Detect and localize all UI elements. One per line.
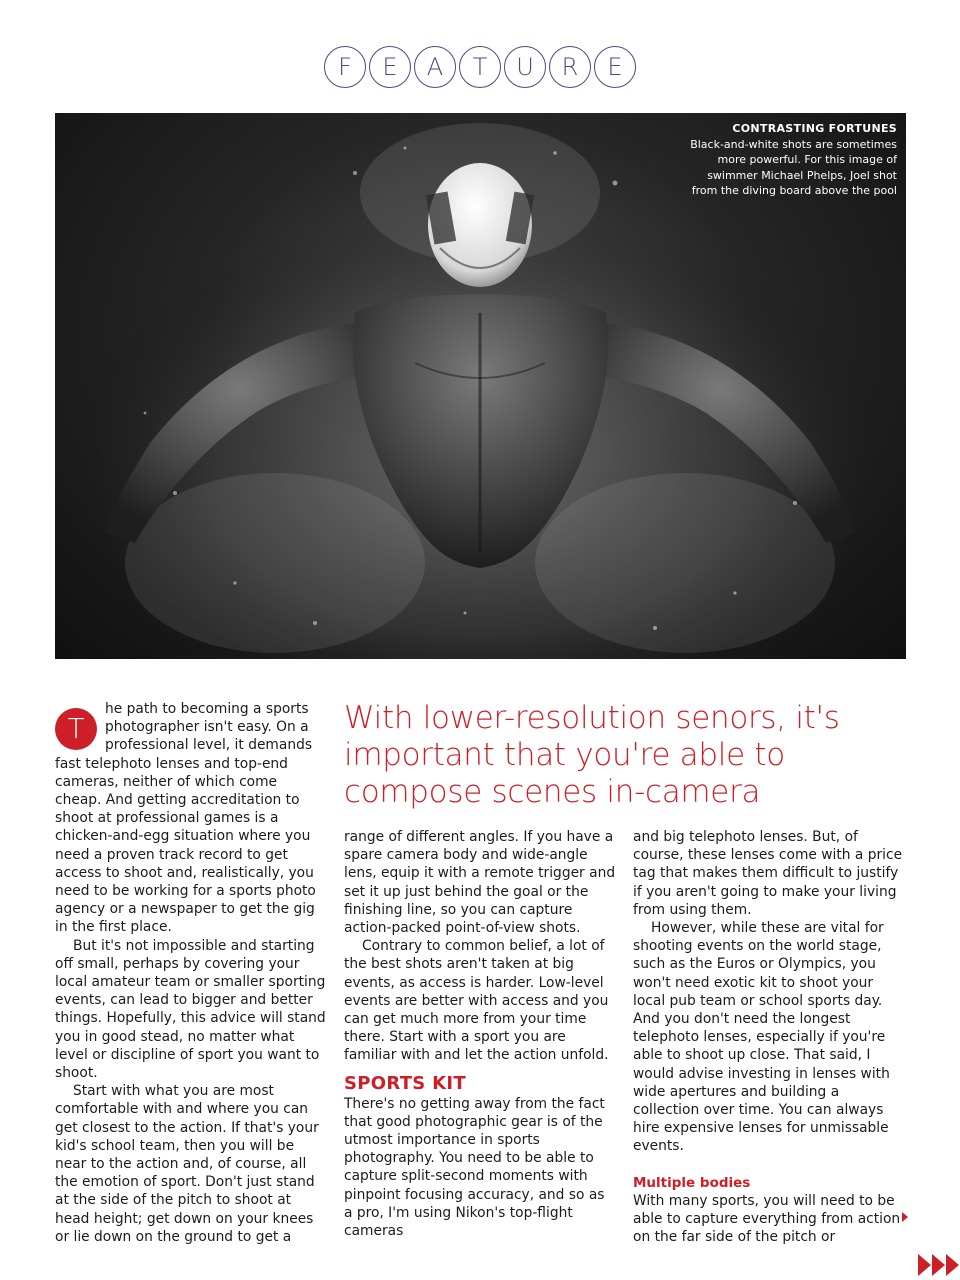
body-paragraph: Contrary to common belief, a lot of the best shots aren't taken at big events, as access is harder. Low-level events are better with access and you can get much more from your time there. Start with a sport you are familiar with and let the action unfold. [344, 938, 609, 1064]
banner-letter: E [369, 46, 411, 88]
banner-letter: U [504, 46, 546, 88]
drop-cap: T [55, 708, 97, 750]
banner-letter: T [459, 46, 501, 88]
chevron-icon [918, 1254, 931, 1276]
banner-letter: F [324, 46, 366, 88]
article-column-1 [55, 700, 327, 1246]
article-column-3 [633, 828, 905, 1246]
body-paragraph: There's no getting away from the fact that good photographic gear is of the utmost importance in sports photography. You need to be able to capture split-second moments with pinpoint focusing accuracy, and so as a pro, I'm using Nikon's top-flight cameras [344, 1095, 605, 1240]
article-column-2 [344, 828, 616, 1240]
pull-quote: With lower-resolution senors, it's important that you're able to compose scenes in-camera [344, 700, 840, 810]
intro-paragraph [55, 700, 327, 937]
chevron-icon [932, 1254, 945, 1276]
section-heading: SPORTS KIT [344, 1072, 466, 1094]
body-paragraph: Start with what you are most comfortable with and where you can get closest to the action. If that's your kid's school team, then you will be near to the action and, of course, all the emotion of sport. Don't just stand at the side of the pitch to shoot at head height; get down on your knees or lie down on the ground to get a [55, 1083, 319, 1245]
body-paragraph: With many sports, you will need to be able to capture everything from action on the far side of the pitch or [633, 1192, 901, 1246]
banner-letter: A [414, 46, 456, 88]
body-paragraph: and big telephoto lenses. But, of course, these lenses come with a price tag that makes them difficult to justify if you aren't going to make your living from using them. [633, 829, 903, 918]
banner-letter: E [594, 46, 636, 88]
photo-caption [687, 121, 897, 199]
section-banner [0, 46, 960, 88]
chevron-icon [946, 1254, 959, 1276]
body-paragraph: However, while these are vital for shooting events on the world stage, such as the Euros or Olympics, you won't need exotic kit to shoot your local pub team or school sports day. And you don't need the longest telephoto lenses, especially if you're able to shoot up close. That said, I would advise investing in lenses with wide apertures and building a collection over time. You can always hire expensive lenses for unmissable events. [633, 920, 890, 1155]
body-paragraph: But it's not impossible and starting off small, perhaps by covering your local amateur team or smaller sporting events, can lead to bigger and better things. Hopefully, this advice will stand you in good stead, no matter what level or discipline of sport you want to shoot. [55, 937, 326, 1082]
banner-letter: R [549, 46, 591, 88]
caption-title: CONTRASTING FORTUNES [732, 122, 897, 135]
intro-text: he path to becoming a sports photographer isn't easy. On a professional level, it demands fast telephoto lenses and top-end cameras, neither of which come cheap. And getting accreditation to shoot at professional games is a chicken-and-egg situation where you need a proven track record to get access to shoot and, realistically, you need to be working for a sports photo agency or a newspaper to get the gig in the first place. [55, 701, 316, 936]
swimmer-photo [55, 113, 906, 659]
triangle-right-icon [902, 1212, 908, 1222]
sub-heading: Multiple bodies [633, 1174, 751, 1191]
caption-text: Black-and-white shots are sometimes more powerful. For this image of swimmer Michael Phelps, Joel shot from the diving board above the pool [690, 137, 897, 197]
body-paragraph: range of different angles. If you have a spare camera body and wide-angle lens, equip it with a remote trigger and set it up just behind the goal or the finishing line, so you can capture action-packed point-of-view shots. [344, 829, 616, 937]
triple-chevron-icon[interactable] [918, 1254, 960, 1278]
